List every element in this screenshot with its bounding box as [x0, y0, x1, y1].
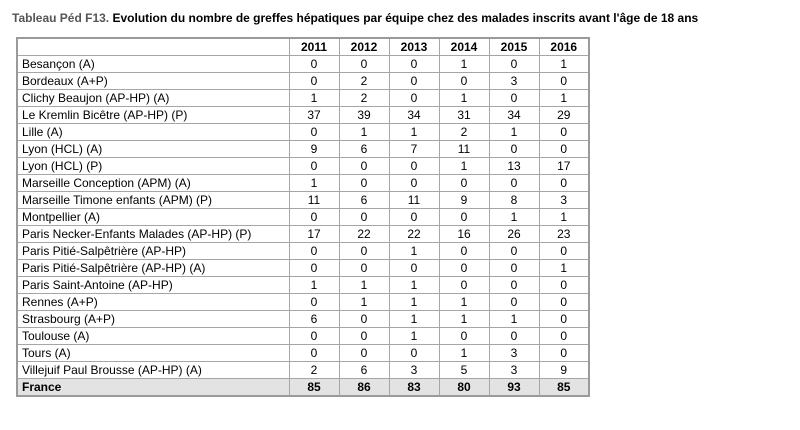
graft-count: 37	[289, 107, 339, 124]
graft-count: 34	[389, 107, 439, 124]
graft-count: 0	[339, 311, 389, 328]
graft-count: 0	[539, 175, 589, 192]
graft-count: 0	[289, 158, 339, 175]
graft-count: 1	[489, 209, 539, 226]
year-header: 2014	[439, 38, 489, 56]
table-row	[17, 175, 589, 192]
graft-count: 0	[389, 175, 439, 192]
graft-count: 0	[539, 294, 589, 311]
table-row	[17, 277, 589, 294]
graft-count: 9	[289, 141, 339, 158]
graft-count: 6	[339, 141, 389, 158]
table-row	[17, 311, 589, 328]
graft-count: 3	[489, 73, 539, 90]
graft-count: 2	[339, 90, 389, 107]
graft-count: 1	[439, 294, 489, 311]
team-name: Le Kremlin Bicêtre (AP-HP) (P)	[17, 107, 289, 124]
graft-count: 9	[539, 362, 589, 379]
table-row	[17, 345, 589, 362]
graft-count: 0	[539, 328, 589, 345]
graft-count: 0	[289, 73, 339, 90]
graft-count: 1	[439, 345, 489, 362]
graft-count: 1	[489, 124, 539, 141]
team-name: Lyon (HCL) (A)	[17, 141, 289, 158]
total-label: France	[17, 379, 289, 397]
graft-count: 0	[289, 260, 339, 277]
total-value: 93	[489, 379, 539, 397]
graft-count: 0	[389, 345, 439, 362]
total-value: 85	[289, 379, 339, 397]
graft-count: 8	[489, 192, 539, 209]
graft-count: 39	[339, 107, 389, 124]
graft-count: 0	[439, 277, 489, 294]
year-header: 2016	[539, 38, 589, 56]
graft-count: 0	[489, 328, 539, 345]
table-title	[12, 11, 698, 25]
graft-count: 0	[489, 277, 539, 294]
table-caption: Evolution du nombre de greffes hépatiques par équipe chez des malades inscrits avant l'âge de 18 ans	[112, 11, 699, 25]
graft-count: 0	[289, 209, 339, 226]
team-name: Villejuif Paul Brousse (AP-HP) (A)	[17, 362, 289, 379]
graft-count: 2	[339, 73, 389, 90]
graft-count: 1	[389, 243, 439, 260]
team-name: Marseille Conception (APM) (A)	[17, 175, 289, 192]
graft-count: 0	[539, 124, 589, 141]
graft-count: 29	[539, 107, 589, 124]
team-name: Marseille Timone enfants (APM) (P)	[17, 192, 289, 209]
table-row	[17, 90, 589, 107]
graft-count: 0	[389, 209, 439, 226]
team-name: Paris Necker-Enfants Malades (AP-HP) (P)	[17, 226, 289, 243]
graft-count: 31	[439, 107, 489, 124]
graft-count: 11	[289, 192, 339, 209]
team-name: Rennes (A+P)	[17, 294, 289, 311]
graft-count: 7	[389, 141, 439, 158]
graft-count: 0	[339, 209, 389, 226]
graft-count: 22	[339, 226, 389, 243]
team-name: Tours (A)	[17, 345, 289, 362]
total-value: 86	[339, 379, 389, 397]
graft-count: 1	[539, 56, 589, 73]
graft-count: 6	[339, 192, 389, 209]
graft-count: 1	[539, 209, 589, 226]
table-row	[17, 124, 589, 141]
graft-count: 17	[289, 226, 339, 243]
year-header: 2012	[339, 38, 389, 56]
graft-count: 1	[289, 277, 339, 294]
graft-count: 3	[389, 362, 439, 379]
graft-count: 0	[289, 124, 339, 141]
graft-count: 1	[439, 311, 489, 328]
team-name: Montpellier (A)	[17, 209, 289, 226]
graft-count: 3	[489, 362, 539, 379]
graft-count: 1	[439, 90, 489, 107]
graft-count: 0	[339, 260, 389, 277]
total-value: 85	[539, 379, 589, 397]
graft-count: 0	[489, 260, 539, 277]
graft-count: 16	[439, 226, 489, 243]
team-name: Clichy Beaujon (AP-HP) (A)	[17, 90, 289, 107]
graft-count: 0	[539, 141, 589, 158]
graft-count: 0	[439, 328, 489, 345]
table-row	[17, 294, 589, 311]
graft-count: 0	[339, 158, 389, 175]
year-header: 2015	[489, 38, 539, 56]
graft-count: 1	[389, 277, 439, 294]
graft-count: 0	[339, 345, 389, 362]
graft-count: 0	[489, 243, 539, 260]
graft-count: 1	[439, 56, 489, 73]
corner-cell	[17, 38, 289, 56]
header-row	[17, 38, 589, 56]
team-name: Lille (A)	[17, 124, 289, 141]
table-row	[17, 141, 589, 158]
graft-count: 23	[539, 226, 589, 243]
graft-count: 1	[339, 294, 389, 311]
graft-count: 2	[289, 362, 339, 379]
year-header: 2011	[289, 38, 339, 56]
team-name: Lyon (HCL) (P)	[17, 158, 289, 175]
graft-count: 26	[489, 226, 539, 243]
graft-count: 0	[289, 56, 339, 73]
table-row	[17, 192, 589, 209]
graft-count: 0	[339, 175, 389, 192]
graft-count: 1	[389, 311, 439, 328]
graft-count: 0	[339, 243, 389, 260]
table-number: Tableau Péd F13.	[12, 11, 110, 25]
graft-count: 0	[389, 56, 439, 73]
graft-count: 0	[539, 311, 589, 328]
table-row	[17, 260, 589, 277]
graft-count: 0	[339, 328, 389, 345]
graft-count: 0	[489, 294, 539, 311]
team-name: Bordeaux (A+P)	[17, 73, 289, 90]
graft-count: 0	[539, 73, 589, 90]
total-value: 80	[439, 379, 489, 397]
team-name: Besançon (A)	[17, 56, 289, 73]
graft-count: 1	[389, 124, 439, 141]
table-row	[17, 362, 589, 379]
graft-count: 0	[389, 73, 439, 90]
table-row	[17, 209, 589, 226]
graft-count: 1	[539, 90, 589, 107]
graft-count: 1	[339, 277, 389, 294]
table-row	[17, 226, 589, 243]
grafts-table	[16, 37, 590, 397]
graft-count: 17	[539, 158, 589, 175]
graft-count: 9	[439, 192, 489, 209]
graft-count: 0	[489, 90, 539, 107]
graft-count: 0	[389, 158, 439, 175]
graft-count: 1	[389, 294, 439, 311]
team-name: Toulouse (A)	[17, 328, 289, 345]
team-name: Strasbourg (A+P)	[17, 311, 289, 328]
table-row	[17, 107, 589, 124]
graft-count: 3	[539, 192, 589, 209]
graft-count: 1	[489, 311, 539, 328]
graft-count: 0	[439, 73, 489, 90]
graft-count: 6	[339, 362, 389, 379]
graft-count: 2	[439, 124, 489, 141]
graft-count: 0	[439, 243, 489, 260]
table-row	[17, 73, 589, 90]
graft-count: 1	[339, 124, 389, 141]
graft-count: 0	[289, 294, 339, 311]
graft-count: 0	[439, 175, 489, 192]
team-name: Paris Pitié-Salpêtrière (AP-HP)	[17, 243, 289, 260]
graft-count: 0	[539, 277, 589, 294]
graft-count: 6	[289, 311, 339, 328]
graft-count: 0	[289, 328, 339, 345]
graft-count: 11	[439, 141, 489, 158]
graft-count: 0	[289, 243, 339, 260]
graft-count: 0	[539, 345, 589, 362]
graft-count: 0	[489, 56, 539, 73]
graft-count: 0	[289, 345, 339, 362]
graft-count: 5	[439, 362, 489, 379]
graft-count: 0	[439, 209, 489, 226]
graft-count: 0	[389, 90, 439, 107]
graft-count: 13	[489, 158, 539, 175]
graft-count: 1	[539, 260, 589, 277]
table-row	[17, 56, 589, 73]
table-row	[17, 328, 589, 345]
graft-count: 1	[289, 90, 339, 107]
team-name: Paris Saint-Antoine (AP-HP)	[17, 277, 289, 294]
graft-count: 0	[339, 56, 389, 73]
graft-count: 11	[389, 192, 439, 209]
graft-count: 0	[489, 175, 539, 192]
year-header: 2013	[389, 38, 439, 56]
graft-count: 3	[489, 345, 539, 362]
graft-count: 1	[439, 158, 489, 175]
graft-count: 22	[389, 226, 439, 243]
team-name: Paris Pitié-Salpêtrière (AP-HP) (A)	[17, 260, 289, 277]
graft-count: 34	[489, 107, 539, 124]
graft-count: 0	[439, 260, 489, 277]
total-value: 83	[389, 379, 439, 397]
table-row	[17, 243, 589, 260]
graft-count: 0	[489, 141, 539, 158]
graft-count: 1	[389, 328, 439, 345]
total-row	[17, 379, 589, 397]
table-row	[17, 158, 589, 175]
graft-count: 0	[389, 260, 439, 277]
graft-count: 1	[289, 175, 339, 192]
graft-count: 0	[539, 243, 589, 260]
